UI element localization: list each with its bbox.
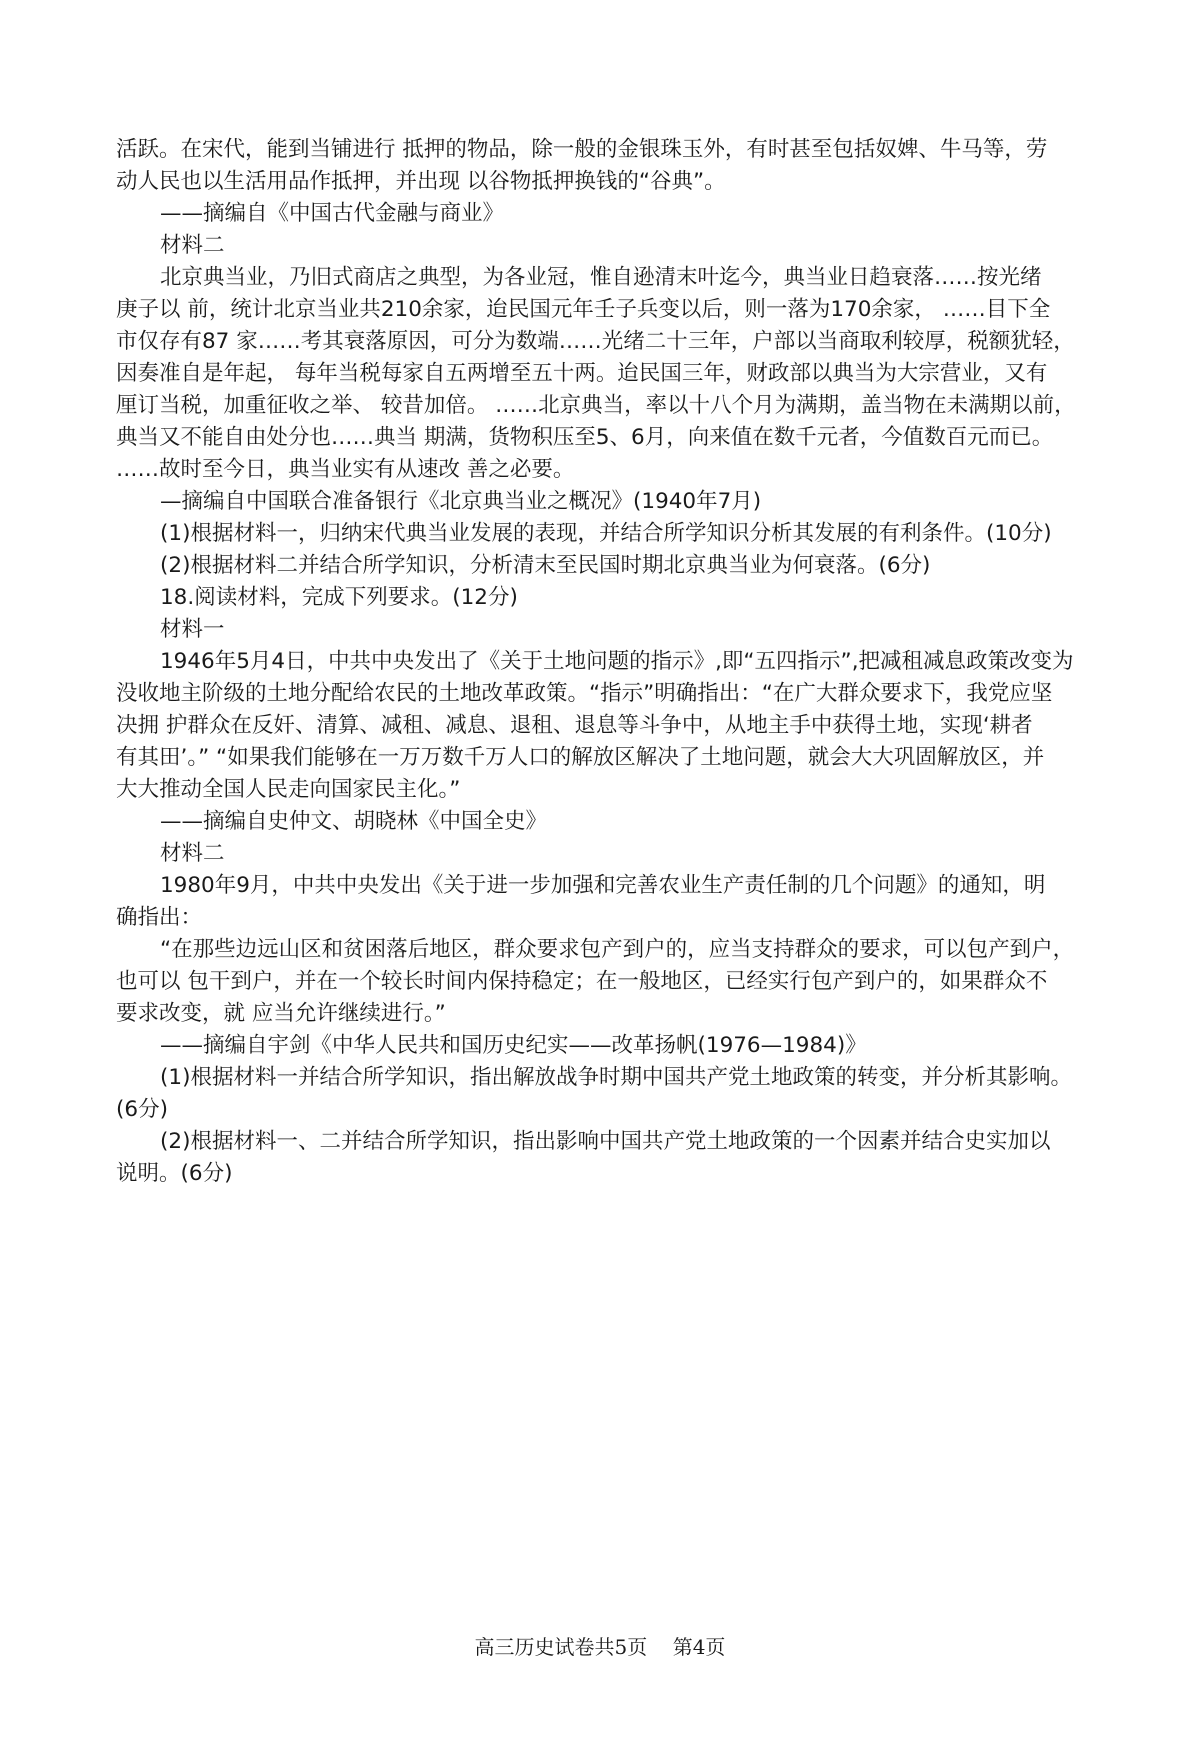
text-line: 活跃。在宋代，能到当铺进行 抵押的物品，除一般的金银珠玉外，有时甚至包括奴婢、牛马等，劳: [116, 137, 1048, 162]
text-line: 典当又不能自由处分也……典当 期满，货物积压至5、6月，向来值在数千元者，今值数百元而已。: [116, 425, 1054, 450]
text-line: 没收地主阶级的土地分配给农民的土地改革政策。“指示”明确指出：“在广大群众要求下，我党应坚: [116, 681, 1053, 706]
text-line: 材料一: [160, 617, 225, 642]
text-line: 因奏准自是年起， 每年当税每家自五两增至五十两。迨民国三年，财政部以典当为大宗营业，又有: [116, 361, 1048, 386]
text-line: 有其田’。” “如果我们能够在一万万数千万人口的解放区解决了土地问题，就会大大巩固解放区，并: [116, 745, 1045, 770]
text-line: (1)根据材料一并结合所学知识，指出解放战争时期中国共产党土地政策的转变，并分析其影响。: [160, 1065, 1072, 1090]
text-line: 18.阅读材料，完成下列要求。(12分): [160, 585, 518, 610]
text-line: 确指出：: [116, 905, 203, 930]
text-line: 大大推动全国人民走向国家民主化。”: [116, 777, 461, 802]
text-line: (2)根据材料一、二并结合所学知识，指出影响中国共产党土地政策的一个因素并结合史实加以: [160, 1129, 1051, 1154]
text-line: 北京典当业，乃旧式商店之典型，为各业冠，惟自逊清末叶迄今，典当业日趋衰落……按光绪: [160, 265, 1042, 290]
text-line: 1980年9月，中共中央发出《关于进一步加强和完善农业生产责任制的几个问题》的通知，明: [160, 873, 1046, 898]
text-line: —摘编自中国联合准备银行《北京典当业之概况》(1940年7月): [160, 489, 762, 514]
text-line: 厘订当税，加重征收之举、 较昔加倍。 ……北京典当，率以十八个月为满期，盖当物在未满期以前，: [116, 393, 1076, 418]
text-line: ……故时至今日，典当业实有从速改 善之必要。: [116, 457, 575, 482]
text-line: 材料二: [160, 841, 225, 866]
text-line: 市仅存有87 家……考其衰落原因，可分为数端……光绪二十三年，户部以当商取利较厚，税额犹轻，: [116, 329, 1075, 354]
text-line: ——摘编自《中国古代金融与商业》: [160, 201, 505, 226]
text-line: 1946年5月4日，中共中央发出了《关于土地问题的指示》,即“五四指示”,把减租减息政策改变为: [160, 649, 1074, 674]
text-line: ——摘编自史仲文、胡晓林《中国全史》: [160, 809, 548, 834]
text-line: “在那些边远山区和贫困落后地区，群众要求包产到户的，应当支持群众的要求，可以包产到户，: [160, 937, 1075, 962]
text-line: 材料二: [160, 233, 225, 258]
text-line: (6分): [116, 1097, 168, 1122]
text-line: 决拥 护群众在反奸、清算、减租、减息、退租、退息等斗争中，从地主手中获得土地，实现‘耕者: [116, 713, 1033, 738]
text-line: 也可以 包干到户，并在一个较长时间内保持稳定；在一般地区，已经实行包产到户的，如果群众不: [116, 969, 1048, 994]
exam-page-body: [116, 134, 1156, 1190]
text-line: 要求改变，就 应当允许继续进行。”: [116, 1001, 446, 1026]
text-line: (1)根据材料一，归纳宋代典当业发展的表现，并结合所学知识分析其发展的有利条件。(10分): [160, 521, 1052, 546]
text-line: 庚子以 前，统计北京当业共210余家，迨民国元年壬子兵变以后，则一落为170余家， ……目下全: [116, 297, 1051, 322]
page-footer: 高三历史试卷共5页 第4页: [474, 1635, 726, 1659]
text-line: ——摘编自宇剑《中华人民共和国历史纪实——改革扬帆(1976—1984)》: [160, 1033, 867, 1058]
text-line: 说明。(6分): [116, 1161, 233, 1186]
text-line: (2)根据材料二并结合所学知识，分析清末至民国时期北京典当业为何衰落。(6分): [160, 553, 931, 578]
text-line: 动人民也以生活用品作抵押，并出现 以谷物抵押换钱的“谷典”。: [116, 169, 726, 194]
